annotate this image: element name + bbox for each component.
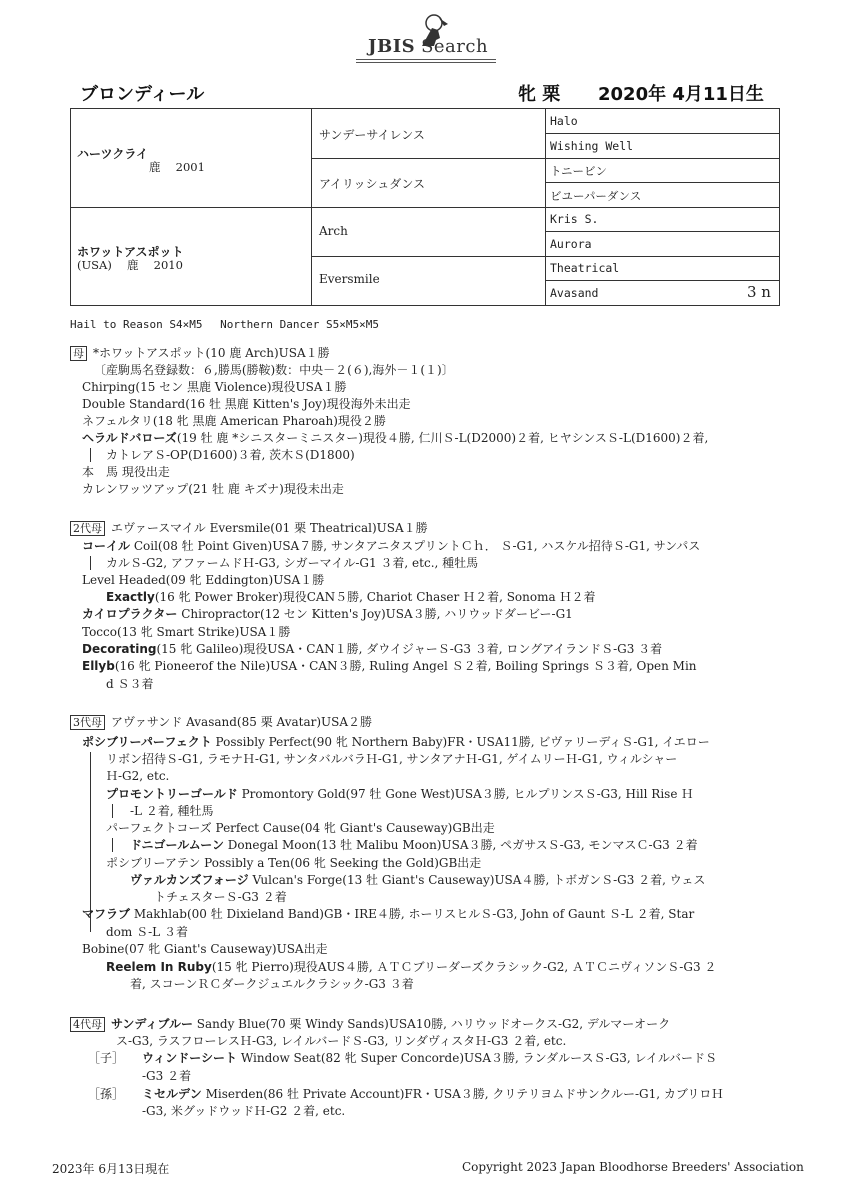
section-line: Reelem In Ruby(15 牝 Pierro)現役AUS４勝, ＡＴＣブリーダーズクラシック-G2, ＡＴＣニヴィソンＳ-G3 ２ xyxy=(106,960,717,974)
section-label: 2代母 xyxy=(70,521,105,536)
birth-date: 2020年 4月11日生 xyxy=(598,84,764,105)
horse-name: ブロンディール xyxy=(80,84,205,105)
section-line: Level Headed(09 牝 Eddington)USA１勝 xyxy=(82,573,325,587)
section-line: ヘラルドバローズ(19 牡 鹿 *シニスターミニスター)現役４勝, 仁川Ｓ-L(D2000)２着, ヒヤシンスＳ-L(D1600)２着, xyxy=(82,431,709,445)
section-line: Bobine(07 牝 Giant's Causeway)USA出走 xyxy=(82,942,328,956)
section-line: -G3, 米グッドウッドＨ-G2 ２着, etc. xyxy=(142,1104,346,1118)
logo-text: JBIS Search xyxy=(368,36,489,57)
section-line: -L ２着, 種牡馬 xyxy=(130,804,214,818)
g3-ancestor: ビユーパーダンス xyxy=(550,189,642,203)
section-line: 3代母 アヴァサンド Avasand(85 栗 Avatar)USA２勝 xyxy=(70,714,372,731)
footer-date: 2023年 6月13日現在 xyxy=(52,1162,170,1176)
g3-ancestor: Theatrical xyxy=(550,261,620,275)
section-line: ヴァルカンズフォージ Vulcan's Forge(13 牡 Giant's Causeway)USA４勝, トボガンＳ-G3 ２着, ウェス xyxy=(130,873,706,887)
section-line: -G3 ２着 xyxy=(142,1069,192,1083)
section-line: ［孫］ ミセルデン Miserden(86 牡 Private Account)FR・USA３勝, クリテリヨムドサンクルー-G1, カブリロＨ xyxy=(88,1087,724,1101)
g2-ancestor: サンデーサイレンス xyxy=(319,128,425,142)
section-line: Double Standard(16 牡 黒鹿 Kitten's Joy)現役海外未出走 xyxy=(82,397,411,411)
section-line: 母 *ホワットアスポット(10 鹿 Arch)USA１勝 xyxy=(70,345,330,362)
section-line: 〔産駒馬名登録数：６,勝馬(勝鞍)数：中央－２(６),海外－１(１)〕 xyxy=(94,363,454,377)
section-line: リボン招待Ｓ-G1, ラモナＨ-G1, サンタバルバラＨ-G1, サンタアナＨ-G1, ゲイムリーＨ-G1, ウィルシャー xyxy=(106,752,678,766)
section-label: 母 xyxy=(70,346,87,361)
g3-ancestor: Kris S. xyxy=(550,212,599,226)
section-line: プロモントリーゴールド Promontory Gold(97 牡 Gone West)USA３勝, ヒルプリンスＳ-G3, Hill Rise Ｈ xyxy=(106,787,694,801)
g3-ancestor: Wishing Well xyxy=(550,139,634,153)
section-line: ネフェルタリ(18 牝 黒鹿 American Pharoah)現役２勝 xyxy=(82,414,386,428)
family-number: 3 n xyxy=(747,283,771,301)
g2-ancestor: Arch xyxy=(319,224,348,238)
g3-ancestor: トニービン xyxy=(550,164,608,178)
section-line: カイロプラクター Chiropractor(12 セン Kitten's Joy)USA３勝, ハリウッドダービー-G1 xyxy=(82,607,573,621)
pedigree-table xyxy=(70,108,780,306)
g3-ancestor: Aurora xyxy=(550,237,592,251)
section-line: Exactly(16 牝 Power Broker)現役CAN５勝, Chariot Chaser Ｈ２着, Sonoma Ｈ２着 xyxy=(106,590,596,604)
dam-name: ホワットアスポット xyxy=(77,245,184,259)
section-line: Tocco(13 牝 Smart Strike)USA１勝 xyxy=(82,625,291,639)
section-line: d Ｓ３着 xyxy=(106,677,154,691)
section-line: Decorating(15 牝 Galileo)現役USA・CAN１勝, ダウイジャーＳ-G3 ３着, ロングアイランドＳ-G3 ３着 xyxy=(82,642,663,656)
inbreeding-line: Hail to Reason S4×M5 Northern Dancer S5×M5×M5 xyxy=(70,318,380,331)
sire-name: ハーツクライ xyxy=(77,147,149,161)
jbis-logo xyxy=(356,8,496,58)
section-line: Chirping(15 セン 黒鹿 Violence)現役USA１勝 xyxy=(82,380,347,394)
section-line: ス-G3, ラスフローレスＨ-G3, レイルバードＳ-G3, リンダヴィスタＨ-G3 ２着, etc. xyxy=(116,1034,567,1048)
section-line: カレンワッツアップ(21 牡 鹿 キズナ)現役未出走 xyxy=(82,482,344,496)
section-line: 本 馬 現役出走 xyxy=(82,465,170,479)
dam-detail: (USA) 鹿 2010 xyxy=(77,258,183,272)
section-line: コーイル Coil(08 牡 Point Given)USA７勝, サンタアニタスプリントＣｈ． Ｓ-G1, ハスケル招待Ｓ-G1, サンパス xyxy=(82,539,701,553)
sex-color: 牝 栗 xyxy=(518,84,561,105)
section-line: ドニゴールムーン Donegal Moon(13 牡 Malibu Moon)USA３勝, ペガサスＳ-G3, モンマスＣ-G3 ２着 xyxy=(130,838,698,852)
section-line: パーフェクトコーズ Perfect Cause(04 牝 Giant's Causeway)GB出走 xyxy=(106,821,495,835)
section-line: Ellyb(16 牝 Pioneerof the Nile)USA・CAN３勝, Ruling Angel Ｓ２着, Boiling Springs Ｓ３着, Open Min xyxy=(82,659,697,673)
section-line: ポシブリーパーフェクト Possibly Perfect(90 牝 Northern Baby)FR・USA11勝, ビヴァリーディＳ-G1, イエロー xyxy=(82,735,710,749)
section-line: 4代母 サンディブルー Sandy Blue(70 栗 Windy Sands)USA10勝, ハリウッドオークス-G2, デルマーオーク xyxy=(70,1016,670,1033)
g3-ancestor: Avasand xyxy=(550,286,599,300)
footer-copyright: Copyright 2023 Japan Bloodhorse Breeders' Association xyxy=(462,1160,804,1174)
g2-ancestor: アイリッシュダンス xyxy=(319,177,425,191)
section-line: 2代母 エヴァースマイル Eversmile(01 栗 Theatrical)USA１勝 xyxy=(70,520,428,537)
section-line: カトレアＳ-OP(D1600)３着, 茨木Ｓ(D1800) xyxy=(106,448,355,462)
section-line: 着, スコーンＲＣダークジュエルクラシック-G3 ３着 xyxy=(130,977,414,991)
g3-ancestor: Halo xyxy=(550,114,578,128)
section-line: カルＳ-G2, アファームドＨ-G3, シガーマイル-G1 ３着, etc., 種牡馬 xyxy=(106,556,479,570)
section-label: 3代母 xyxy=(70,715,105,730)
section-line: Ｈ-G2, etc. xyxy=(106,769,170,783)
section-line: dom Ｓ-L ３着 xyxy=(106,925,188,939)
section-line: トチェスターＳ-G3 ２着 xyxy=(154,890,287,904)
sire-detail: 鹿 2001 xyxy=(149,160,205,174)
section-label: 4代母 xyxy=(70,1017,105,1032)
g2-ancestor: Eversmile xyxy=(319,272,380,286)
section-line: ポシブリーアテン Possibly a Ten(06 牝 Seeking the Gold)GB出走 xyxy=(106,856,482,870)
section-line: マフラブ Makhlab(00 牡 Dixieland Band)GB・IRE４勝, ホーリスヒルＳ-G3, John of Gaunt Ｓ-L ２着, Star xyxy=(82,907,695,921)
section-line: ［子］ ウィンドーシート Window Seat(82 牝 Super Concorde)USA３勝, ランダルースＳ-G3, レイルバードＳ xyxy=(88,1051,718,1065)
